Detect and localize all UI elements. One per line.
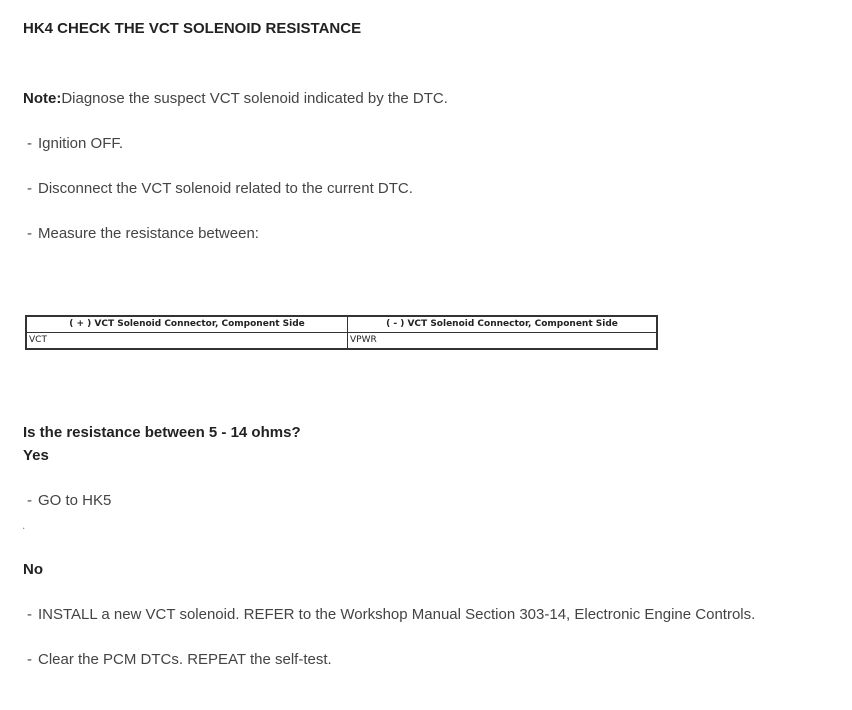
step-text: Measure the resistance between: bbox=[38, 225, 259, 242]
table-header-positive: ( + ) VCT Solenoid Connector, Component Side bbox=[26, 316, 348, 333]
yes-action-item bbox=[27, 492, 111, 509]
no-action-text: Clear the PCM DTCs. REPEAT the self-test. bbox=[38, 651, 332, 668]
note-label: Note: bbox=[23, 90, 62, 107]
page-title: HK4 CHECK THE VCT SOLENOID RESISTANCE bbox=[23, 20, 362, 37]
step-text: Ignition OFF. bbox=[38, 135, 124, 152]
no-action-text: INSTALL a new VCT solenoid. REFER to the Workshop Manual Section 303-14, Electronic Engine Controls. bbox=[38, 606, 756, 623]
test-question: Is the resistance between 5 - 14 ohms? bbox=[23, 424, 301, 441]
bullet-dash: - bbox=[27, 651, 32, 668]
table-cell-negative: VPWR bbox=[348, 333, 658, 350]
bullet-dash: - bbox=[27, 180, 32, 197]
bullet-dash: - bbox=[27, 606, 32, 623]
bullet-dash: - bbox=[27, 225, 32, 242]
no-action-item bbox=[27, 651, 332, 668]
step-item bbox=[27, 180, 413, 197]
bullet-dash: - bbox=[27, 135, 32, 152]
table-header-negative: ( - ) VCT Solenoid Connector, Component Side bbox=[348, 316, 658, 333]
yes-label: Yes bbox=[23, 447, 49, 464]
bullet-dash: - bbox=[27, 492, 32, 509]
no-label: No bbox=[23, 561, 43, 578]
table-header-row bbox=[26, 316, 657, 333]
table-row bbox=[26, 333, 657, 350]
trailing-mark: . bbox=[22, 518, 26, 532]
note bbox=[23, 90, 448, 107]
step-item bbox=[27, 135, 123, 152]
table-cell-positive: VCT bbox=[26, 333, 348, 350]
step-text: Disconnect the VCT solenoid related to the current DTC. bbox=[38, 180, 413, 197]
yes-action-text: GO to HK5 bbox=[38, 492, 112, 509]
note-text: Diagnose the suspect VCT solenoid indicated by the DTC. bbox=[61, 90, 448, 107]
step-item bbox=[27, 225, 259, 242]
no-action-item bbox=[27, 606, 755, 623]
connector-table bbox=[25, 315, 658, 350]
